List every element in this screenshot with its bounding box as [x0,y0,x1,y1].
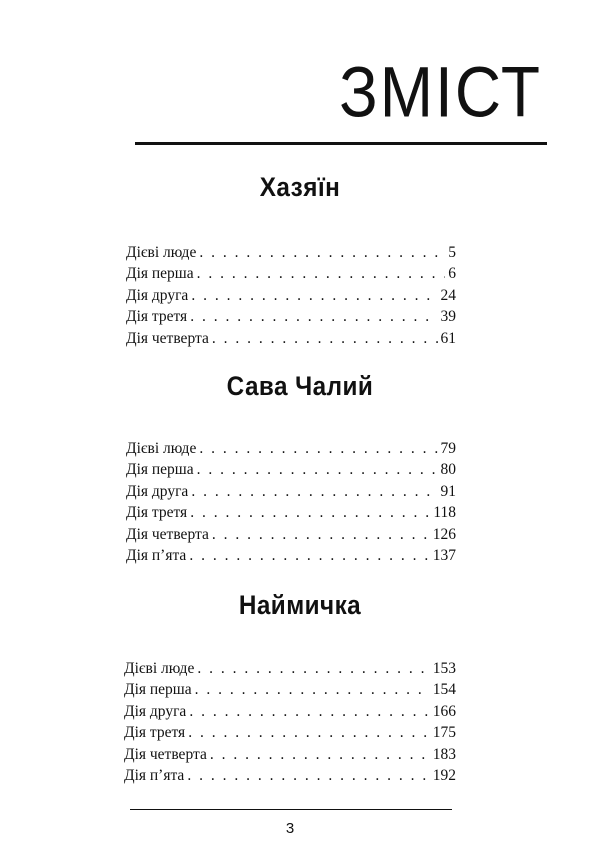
toc-list-naimychka [124,658,456,786]
toc-entry-page: 118 [433,504,456,522]
toc-entry[interactable] [124,658,456,679]
toc-entry-page: 24 [440,286,456,304]
toc-entry-page: 5 [448,244,456,261]
leader-dots [199,242,445,263]
toc-entry[interactable] [126,481,456,502]
leader-dots [195,679,430,700]
toc-entry-page: 154 [432,681,456,699]
toc-entry-label: Дія третя [126,308,188,326]
title-divider [135,142,547,145]
toc-entry-label: Дія четверта [124,745,207,763]
toc-entry[interactable] [126,306,456,327]
toc-entry-page: 79 [440,440,456,457]
toc-list-sava-chalyi [126,438,456,566]
page-number: 3 [285,820,295,837]
toc-entry[interactable] [126,285,456,306]
page-title: ЗМІСТ [339,51,542,133]
section-title-naimychka: Наймичка [238,590,362,620]
leader-dots [197,263,446,284]
toc-entry-label: Дія п’ята [126,546,187,564]
leader-dots [212,328,438,349]
toc-entry-page: 39 [440,308,456,326]
leader-dots [199,438,437,459]
toc-entry-label: Дієві люде [126,244,197,261]
leader-dots [189,701,429,722]
toc-entry[interactable] [126,545,456,566]
toc-entry[interactable] [124,701,456,722]
toc-entry-label: Дія друга [124,702,187,720]
toc-entry[interactable] [124,765,456,786]
toc-entry-label: Дієві люде [126,440,197,457]
toc-entry-label: Дія третя [126,504,188,522]
toc-entry[interactable] [126,502,456,523]
leader-dots [197,459,438,480]
leader-dots [188,722,430,743]
leader-dots [212,524,430,545]
toc-entry[interactable] [124,744,456,765]
toc-entry[interactable] [126,242,456,263]
leader-dots [190,306,437,327]
toc-entry[interactable] [126,524,456,545]
toc-entry-label: Дія друга [126,482,189,500]
toc-entry-page: 61 [440,329,456,347]
toc-entry[interactable] [126,438,456,459]
toc-entry[interactable] [126,263,456,284]
toc-entry[interactable] [124,722,456,743]
toc-entry-page: 175 [432,724,456,742]
toc-entry-label: Дія п’ята [124,766,185,784]
toc-entry-page: 91 [440,482,456,500]
toc-entry-label: Дія четверта [126,329,209,347]
toc-entry-page: 153 [432,660,456,677]
toc-entry-label: Дія перша [126,265,194,283]
toc-entry-page: 192 [432,766,456,784]
toc-entry-label: Дія четверта [126,525,209,543]
leader-dots [190,502,430,523]
leader-dots [197,658,429,679]
toc-entry-page: 183 [432,745,456,763]
leader-dots [191,285,437,306]
leader-dots [191,481,437,502]
toc-entry[interactable] [126,328,456,349]
toc-entry-page: 126 [432,525,456,543]
footer-divider [130,809,452,810]
toc-entry-page: 137 [432,546,456,564]
toc-entry-page: 166 [432,702,456,720]
leader-dots [187,765,429,786]
leader-dots [189,545,429,566]
toc-entry-label: Дія третя [124,724,186,742]
toc-entry[interactable] [126,459,456,480]
leader-dots [210,744,430,765]
toc-entry-label: Дія друга [126,286,189,304]
section-title-khaziain: Хазяїн [259,172,341,202]
toc-entry[interactable] [124,679,456,700]
toc-entry-page: 6 [448,265,456,283]
toc-entry-page: 80 [440,461,456,479]
section-title-sava-chalyi: Сава Чалий [226,371,374,401]
toc-entry-label: Дія перша [124,681,192,699]
toc-entry-label: Дія перша [126,461,194,479]
toc-list-khaziain [126,242,456,349]
toc-entry-label: Дієві люде [124,660,195,677]
